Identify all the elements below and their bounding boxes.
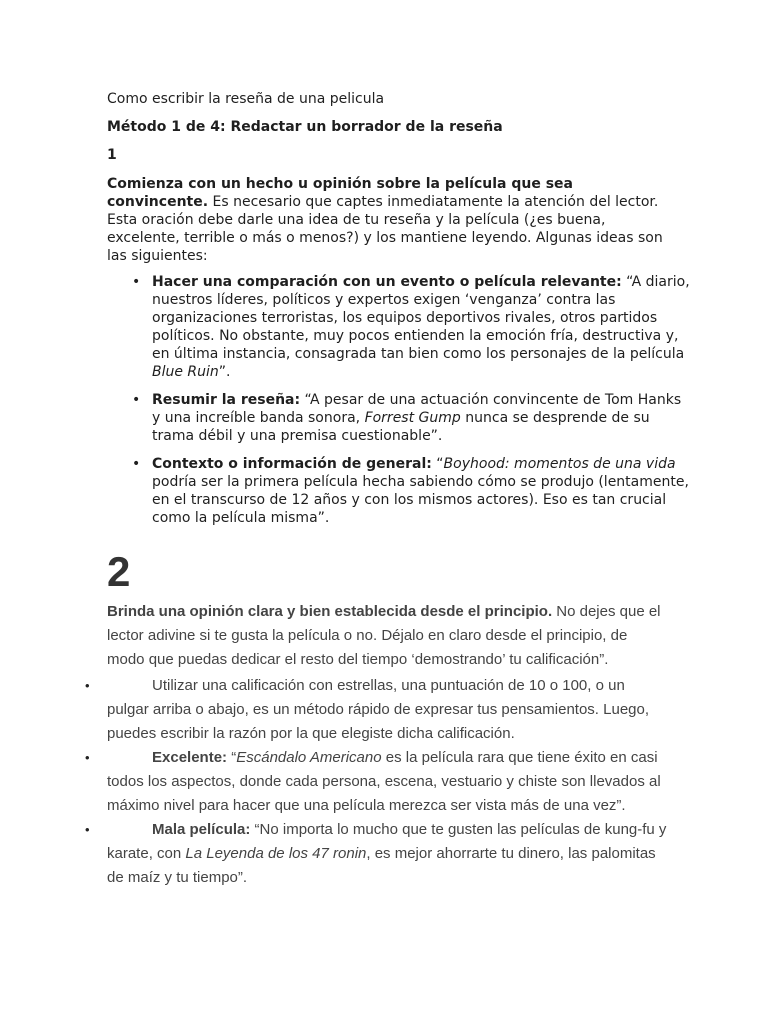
- bullet-italic: La Leyenda de los 47 ronin: [185, 845, 367, 862]
- bullet-italic: Forrest Gump: [364, 410, 461, 426]
- bullet-text: “No importa lo mucho que te gusten las películas de kung-fu y karate, con: [107, 821, 667, 862]
- step-1-lead-text: Es necesario que captes inmediatamente la atención del lector. Esta oración debe darle una idea de tu reseña y la película (¿es buena, excelente, terrible o más o menos?) y los mantiene leyendo. Algunas ideas son las siguientes:: [107, 194, 663, 264]
- bullet-text: “A diario, nuestros líderes, políticos y expertos exigen ‘venganza’ contra las organizaciones terroristas, los equipos deportivos rivales, otros partidos políticos. No obstante, muy pocos entienden la emoción fría, destructiva y, en última instancia, consagrada tan bien como los personajes de la película: [152, 274, 690, 362]
- step-2-lead-text: No dejes que el lector adivine si te gusta la película o no. Déjalo en claro desde el principio, de modo que puedas dedicar el resto del tiempo ‘demostrando’ tu calificación”.: [107, 603, 661, 668]
- bullet-bold: Resumir la reseña:: [152, 392, 301, 408]
- step-1-lead-bold: Comienza con un hecho u opinión sobre la película que sea convincente.: [107, 176, 573, 210]
- bullet-text: “: [431, 456, 444, 472]
- step-2-paragraph: [107, 600, 667, 672]
- method-heading: Método 1 de 4: Redactar un borrador de la reseña: [107, 119, 503, 135]
- step-1-number: 1: [107, 147, 117, 163]
- bullet-dot: •: [132, 274, 141, 290]
- bullet-bold: Mala película:: [152, 821, 251, 838]
- bullet-text: Utilizar una calificación con estrellas, una puntuación de 10 o 100, o un pulgar arriba o abajo, es un método rápido de expresar tus pensamientos. Luego, puedes escribir la razón por la que elegiste dicha calificación.: [107, 677, 650, 742]
- bullet-text-end: podría ser la primera película hecha sabiendo cómo se produjo (lentamente, en el transcurso de 12 años y con los mismos actores). Eso es tan crucial como la película misma”.: [152, 474, 689, 526]
- bullet-dot: •: [132, 456, 141, 472]
- bullet-italic: Escándalo Americano: [236, 749, 382, 766]
- list-item: [132, 391, 692, 445]
- bullet-dot: •: [85, 822, 90, 837]
- step-2-bullet-list: [85, 674, 667, 890]
- list-item: [132, 455, 692, 527]
- bullet-text-end: ”.: [218, 364, 231, 380]
- bullet-italic: Blue Ruin: [152, 364, 219, 380]
- bullet-dot: •: [132, 392, 141, 408]
- bullet-bold: Excelente:: [152, 749, 228, 766]
- bullet-dot: •: [85, 750, 90, 765]
- bullet-text: “: [227, 749, 237, 766]
- step-1-bullet-list: [107, 273, 692, 537]
- bullet-italic: Boyhood: momentos de una vida: [443, 456, 676, 472]
- bullet-dot: •: [85, 678, 90, 693]
- list-item: [132, 273, 692, 381]
- intro-line: Como escribir la reseña de una pelicula: [107, 91, 385, 107]
- bullet-text-end: , es mejor ahorrarte tu dinero, las palomitas de maíz y tu tiempo”.: [107, 845, 656, 886]
- step-2-number: 2: [107, 548, 131, 595]
- bullet-text-end: es la película rara que tiene éxito en casi todos los aspectos, donde cada persona, escena, vestuario y chiste son llevados al máximo nivel para hacer que una película merezca ser vista más de una vez”.: [107, 749, 661, 814]
- list-item: [85, 674, 667, 746]
- bullet-bold: Hacer una comparación con un evento o película relevante:: [152, 274, 622, 290]
- bullet-text-end: nunca se desprende de su trama débil y una premisa cuestionable”.: [152, 410, 650, 444]
- bullet-bold: Contexto o información de general:: [152, 456, 432, 472]
- list-item: [85, 818, 667, 890]
- step-1-paragraph: [107, 175, 667, 265]
- bullet-text: “A pesar de una actuación convincente de Tom Hanks y una increíble banda sonora,: [152, 392, 682, 426]
- step-2-lead-bold: Brinda una opinión clara y bien establecida desde el principio.: [107, 603, 553, 620]
- list-item: [85, 746, 667, 818]
